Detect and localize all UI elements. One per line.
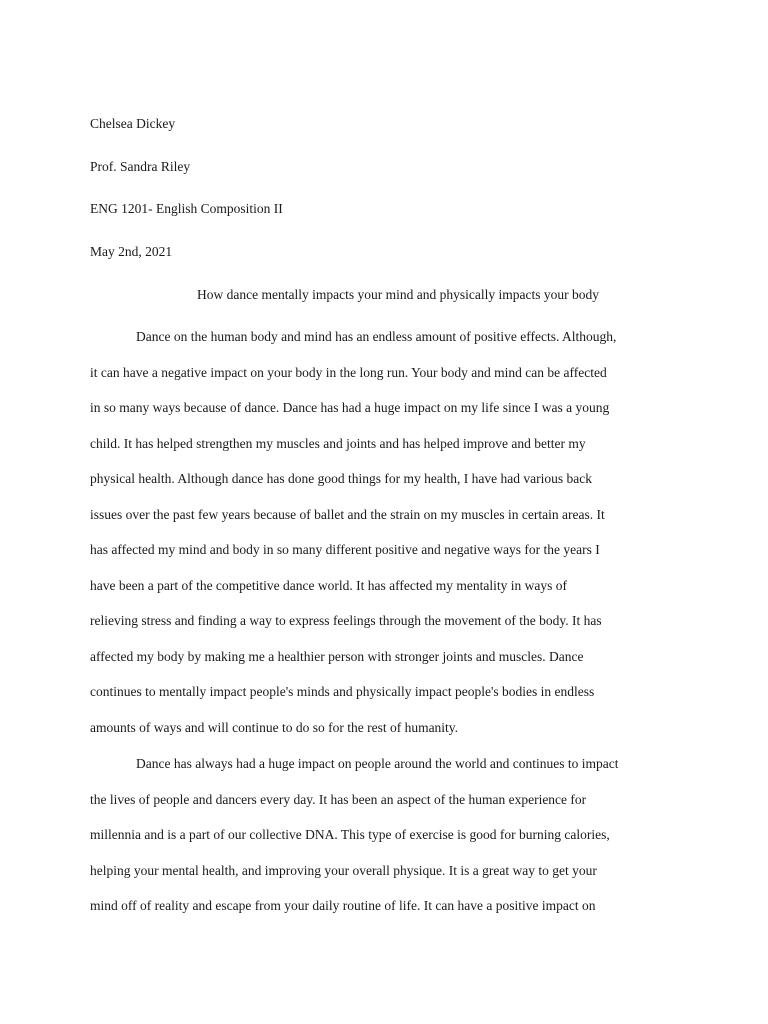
paragraph-line: helping your mental health, and improving your overall physique. It is a great way to get your [90, 862, 597, 878]
paragraph-2 [90, 746, 680, 924]
paragraph-line: the lives of people and dancers every day. It has been an aspect of the human experience for [90, 791, 587, 807]
date: May 2nd, 2021 [90, 243, 173, 259]
mla-heading [90, 114, 690, 284]
paragraph-line: have been a part of the competitive dance world. It has affected my mentality in ways of [90, 577, 567, 593]
paragraph-line: affected my body by making me a healthier person with stronger joints and muscles. Dance [90, 648, 584, 664]
paragraph-line: Dance on the human body and mind has an endless amount of positive effects. Although, [136, 329, 617, 344]
paragraph-line: relieving stress and finding a way to express feelings through the movement of the body. It has [90, 613, 602, 628]
paragraph-line: has affected my mind and body in so many different positive and negative ways for the years I [90, 542, 600, 557]
paragraph-line: child. It has helped strengthen my muscles and joints and has helped improve and better my [90, 435, 586, 451]
paragraph-1 [90, 319, 680, 745]
paragraph-line: mind off of reality and escape from your daily routine of life. It can have a positive impact on [90, 898, 596, 913]
paragraph-line: physical health. Although dance has done good things for my health, I have had various back [90, 471, 592, 486]
student-name: Chelsea Dickey [90, 116, 176, 131]
essay-title: How dance mentally impacts your mind and physically impacts your body [197, 287, 599, 302]
essay-body [90, 319, 680, 924]
paragraph-line: millennia and is a part of our collective DNA. This type of exercise is good for burning calories, [90, 827, 610, 842]
paragraph-line: Dance has always had a huge impact on people around the world and continues to impact [136, 756, 619, 771]
course-name: ENG 1201- English Composition II [90, 201, 283, 216]
paragraph-line: continues to mentally impact people's minds and physically impact people's bodies in endless [90, 684, 595, 699]
paragraph-line: issues over the past few years because of ballet and the strain on my muscles in certain areas. It [90, 506, 605, 522]
paragraph-line: amounts of ways and will continue to do so for the rest of humanity. [90, 719, 459, 735]
paragraph-line: it can have a negative impact on your body in the long run. Your body and mind can be affected [90, 364, 607, 380]
paragraph-line: in so many ways because of dance. Dance has had a huge impact on my life since I was a young [90, 400, 610, 415]
professor-name: Prof. Sandra Riley [90, 158, 191, 174]
